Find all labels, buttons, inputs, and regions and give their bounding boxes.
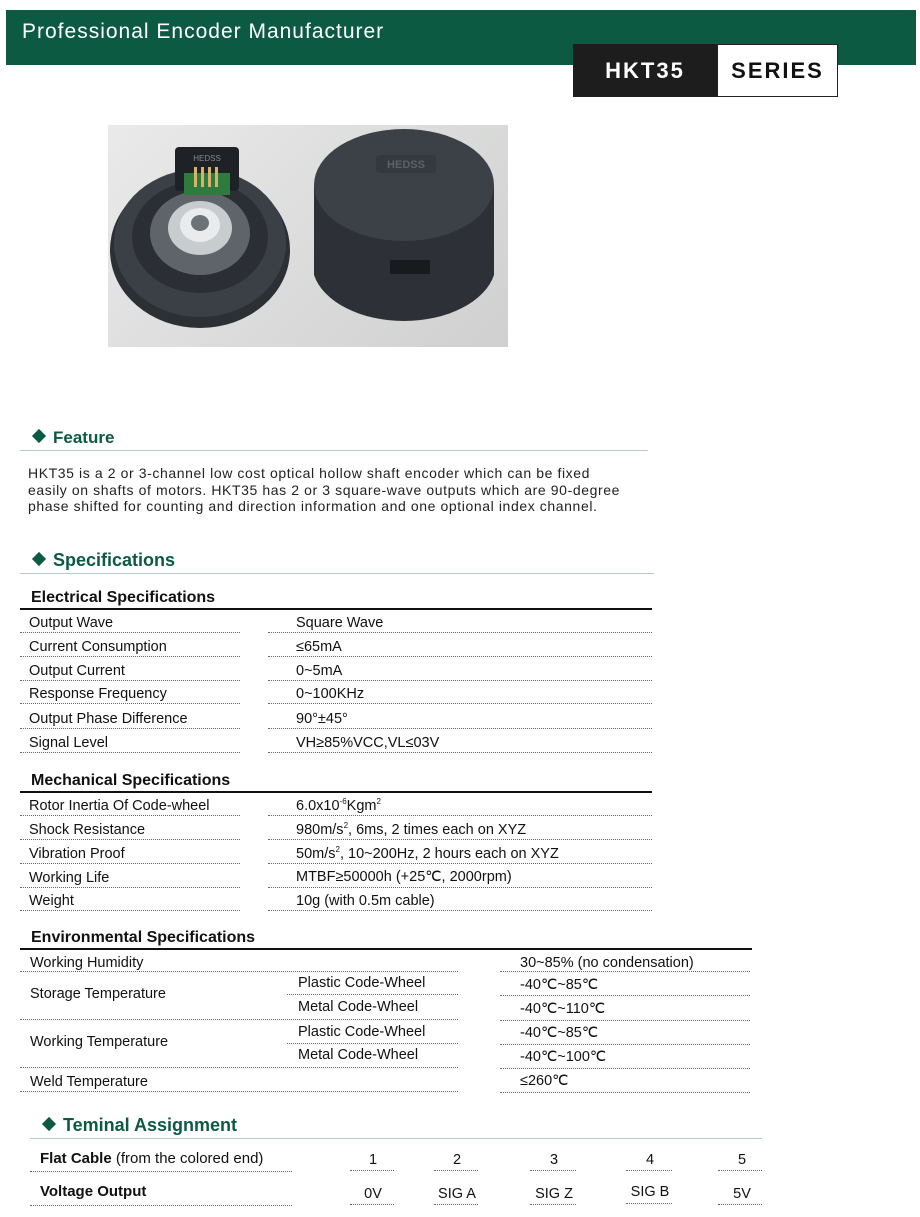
dotted-leader	[30, 1171, 292, 1172]
pin-number: 5	[737, 1152, 747, 1168]
mechanical-title: Mechanical Specifications	[31, 772, 231, 789]
mech-label: Shock Resistance	[29, 822, 146, 838]
mech-label: Working Life	[29, 870, 110, 886]
dotted-leader	[350, 1170, 394, 1171]
cover-window	[390, 260, 430, 274]
signal-name: 0V	[364, 1186, 382, 1202]
diamond-icon	[32, 552, 46, 566]
dotted-leader	[20, 632, 240, 633]
dotted-leader	[268, 632, 652, 633]
dotted-leader	[626, 1203, 672, 1204]
env-label: Weld Temperature	[30, 1074, 148, 1090]
signal-name: SIG Z	[535, 1186, 573, 1202]
dotted-leader	[434, 1170, 478, 1171]
env-value: -40℃~100℃	[520, 1049, 607, 1065]
dotted-leader	[20, 680, 240, 681]
dotted-leader	[268, 863, 652, 864]
dotted-leader	[626, 1170, 672, 1171]
dotted-leader	[20, 1019, 458, 1020]
terminal-divider	[30, 1138, 762, 1139]
specifications-divider	[20, 573, 654, 574]
mech-label: Rotor Inertia Of Code-wheel	[29, 798, 210, 814]
elec-value: VH≥85%VCC,VL≤03V	[296, 735, 440, 751]
electrical-title: Electrical Specifications	[31, 589, 216, 606]
voltage-output-label: Voltage Output	[40, 1183, 147, 1200]
product-photo	[108, 125, 508, 347]
elec-label: Response Frequency	[29, 686, 167, 702]
cover-top	[314, 129, 494, 241]
feature-text: HKT35 is a 2 or 3-channel low cost optical hollow shaft encoder which can be fixed easily on shafts of motors. HKT35 has 2 or 3 square-wave outputs which are 90-degree phase shifted for counting and direction information and one optional index channel.	[28, 465, 621, 514]
elec-value: 0~5mA	[296, 663, 343, 679]
env-sublabel: Plastic Code-Wheel	[298, 1024, 426, 1040]
dotted-leader	[20, 971, 458, 972]
feature-divider	[20, 450, 648, 451]
flat-cable-label: Flat Cable (from the colored end)	[40, 1150, 264, 1167]
mech-label: Weight	[29, 893, 74, 909]
dotted-leader	[268, 752, 652, 753]
elec-label: Output Phase Difference	[29, 711, 188, 727]
signal-name: SIG B	[630, 1184, 670, 1200]
dotted-leader	[20, 703, 240, 704]
series-badge: SERIES	[717, 44, 838, 97]
environmental-rule	[20, 948, 752, 950]
dotted-leader	[268, 815, 652, 816]
mech-value: $980m/s^2$, 6ms, 2 times each on XYZ	[296, 821, 527, 838]
dotted-leader	[20, 910, 240, 911]
env-sublabel: Plastic Code-Wheel	[298, 975, 426, 991]
dotted-leader	[350, 1204, 394, 1205]
dotted-leader	[530, 1170, 576, 1171]
pin-number: 1	[368, 1152, 378, 1168]
mech-value: 10g (with 0.5m cable)	[296, 893, 435, 909]
pin-number: 4	[645, 1152, 655, 1168]
pin-number: 2	[452, 1152, 462, 1168]
encoder-illustration	[108, 125, 508, 347]
dotted-leader	[20, 656, 240, 657]
dotted-leader	[434, 1204, 478, 1205]
env-value: ≤260℃	[520, 1073, 569, 1089]
model-badge: HKT35	[573, 44, 717, 97]
diamond-icon	[42, 1117, 56, 1131]
dotted-leader	[20, 839, 240, 840]
header-title: Professional Encoder Manufacturer	[22, 20, 385, 43]
elec-value: 0~100KHz	[296, 686, 365, 702]
dotted-leader	[268, 887, 652, 888]
terminal-heading: Teminal Assignment	[44, 1115, 237, 1136]
env-label: Working Temperature	[30, 1034, 169, 1050]
elec-label: Output Wave	[29, 615, 114, 631]
dotted-leader	[268, 728, 652, 729]
mechanical-rule	[20, 791, 652, 793]
diamond-icon	[32, 429, 46, 443]
dotted-leader	[500, 1092, 750, 1093]
signal-name: SIG A	[438, 1186, 476, 1202]
dotted-leader	[20, 1067, 458, 1068]
env-value: -40℃~85℃	[520, 977, 599, 993]
elec-label: Output Current	[29, 663, 125, 679]
specifications-heading: Specifications	[34, 550, 175, 571]
dotted-leader	[500, 1020, 750, 1021]
dotted-leader	[287, 1043, 458, 1044]
dotted-leader	[718, 1204, 762, 1205]
dotted-leader	[718, 1170, 762, 1171]
dotted-leader	[268, 839, 652, 840]
pcb-marking: HEDSS	[193, 154, 221, 163]
env-sublabel: Metal Code-Wheel	[298, 1047, 419, 1063]
dotted-leader	[268, 656, 652, 657]
dotted-leader	[500, 1044, 750, 1045]
env-value: 30~85% (no condensation)	[520, 955, 694, 971]
env-sublabel: Metal Code-Wheel	[298, 999, 419, 1015]
elec-value: Square Wave	[296, 615, 384, 631]
dotted-leader	[268, 680, 652, 681]
mech-value: MTBF≥50000h (+25℃, 2000rpm)	[296, 869, 512, 885]
dotted-leader	[500, 1068, 750, 1069]
dotted-leader	[268, 910, 652, 911]
dotted-leader	[30, 1205, 292, 1206]
dotted-leader	[20, 752, 240, 753]
pcb-board	[184, 173, 230, 195]
dotted-leader	[20, 815, 240, 816]
elec-value: ≤65mA	[296, 639, 342, 655]
feature-heading: Feature	[34, 428, 114, 448]
elec-label: Signal Level	[29, 735, 108, 751]
mech-value: $6.0x10^{-6}Kgm^2$	[296, 797, 381, 814]
env-value: -40℃~110℃	[520, 1001, 606, 1017]
env-value: -40℃~85℃	[520, 1025, 599, 1041]
dotted-leader	[500, 995, 750, 996]
cover-marking: HEDSS	[387, 159, 425, 171]
mech-value: $50m/s^2$, 10~200Hz, 2 hours each on XYZ	[296, 845, 559, 862]
dotted-leader	[20, 887, 240, 888]
dotted-leader	[287, 994, 458, 995]
environmental-title: Environmental Specifications	[31, 929, 256, 946]
elec-label: Current Consumption	[29, 639, 167, 655]
dotted-leader	[20, 863, 240, 864]
dotted-leader	[500, 971, 750, 972]
pin-number: 3	[549, 1152, 559, 1168]
mech-label: Vibration Proof	[29, 846, 125, 862]
elec-value: 90°±45°	[296, 711, 348, 727]
dotted-leader	[530, 1204, 576, 1205]
signal-name: 5V	[733, 1186, 751, 1202]
env-label: Working Humidity	[30, 955, 144, 971]
dotted-leader	[20, 728, 240, 729]
dotted-leader	[20, 1091, 458, 1092]
env-label: Storage Temperature	[30, 986, 166, 1002]
electrical-rule	[20, 608, 652, 610]
dotted-leader	[268, 703, 652, 704]
hollow-shaft	[191, 215, 209, 231]
